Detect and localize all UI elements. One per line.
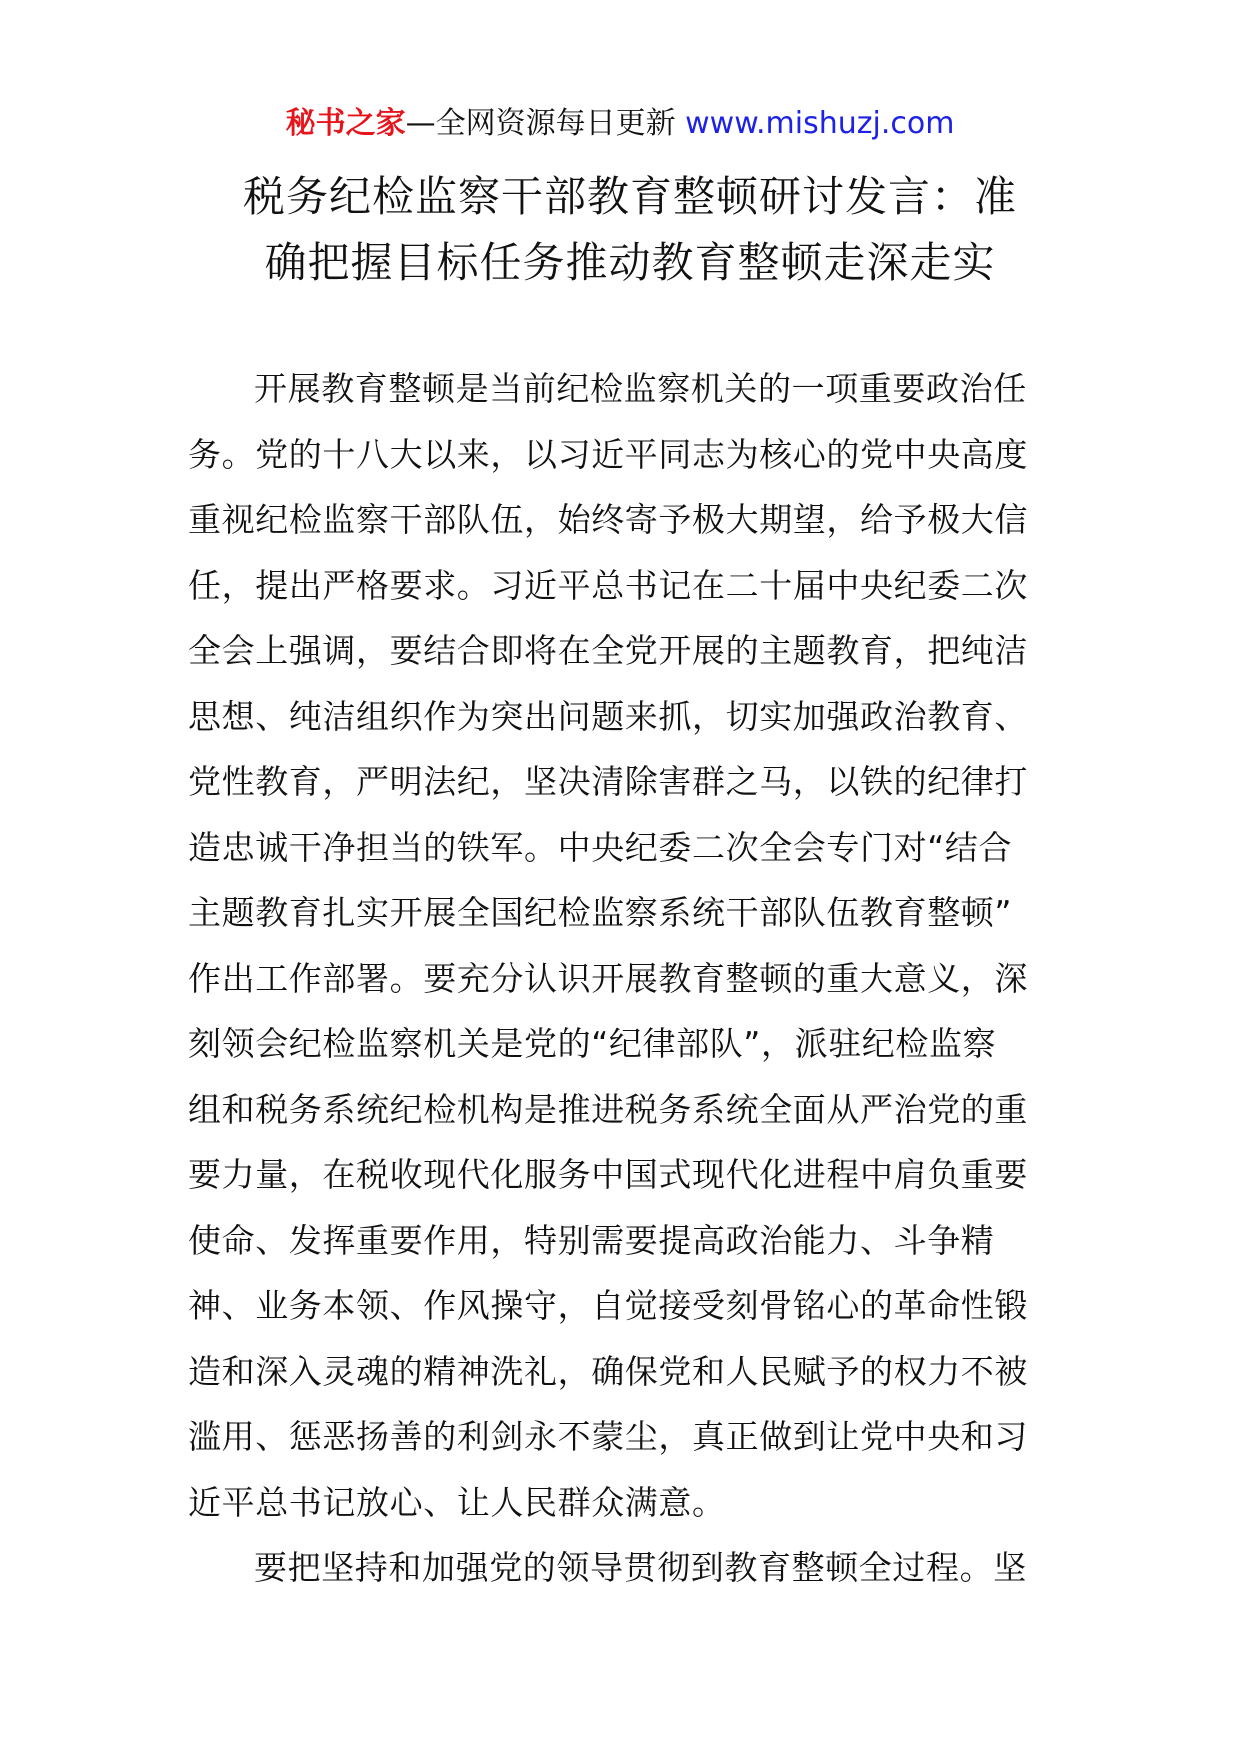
text-line: 要把坚持和加强党的领导贯彻到教育整顿全过程。坚 xyxy=(254,1548,1027,1587)
text-line: 组和税务系统纪检机构是推进税务系统全面从严治党的重 xyxy=(188,1089,1028,1129)
text-line: 党性教育，严明法纪，坚决清除害群之马，以铁的纪律打 xyxy=(188,762,1028,801)
text-line: 任，提出严格要求。习近平总书记在二十届中央纪委二次 xyxy=(188,565,1028,605)
brand-name: 秘书之家 xyxy=(285,106,406,141)
text-line: 务。党的十八大以来，以习近平同志为核心的党中央高度 xyxy=(188,434,1028,474)
title-line-2: 确把握目标任务推动教育整顿走深走实 xyxy=(264,238,996,287)
text-line: 造忠诚干净担当的铁军。中央纪委二次全会专门对“结合 xyxy=(188,827,1013,867)
text-line: 近平总书记放心、让人民群众满意。 xyxy=(188,1482,726,1522)
text-line: 滥用、惩恶扬善的利剑永不蒙尘，真正做到让党中央和习 xyxy=(188,1417,1028,1456)
document-title xyxy=(190,164,1070,296)
text-line: 主题教育扎实开展全国纪检监察系统干部队伍教育整顿” xyxy=(188,893,1013,932)
text-line: 神、业务本领、作风操守，自觉接受刻骨铭心的革命性锻 xyxy=(188,1286,1028,1325)
text-line: 刻领会纪检监察机关是党的“纪律部队”，派驻纪检监察 xyxy=(188,1024,997,1063)
document-body xyxy=(188,356,1056,1601)
site-header xyxy=(0,102,1240,146)
site-url-link[interactable]: www.mishuzj.com xyxy=(685,106,955,141)
paragraph-1 xyxy=(188,356,1056,1535)
text-line: 重视纪检监察干部队伍，始终寄予极大期望，给予极大信 xyxy=(188,500,1028,539)
text-line: 使命、发挥重要作用，特别需要提高政治能力、斗争精 xyxy=(188,1220,995,1260)
text-line: 思想、纯洁组织作为突出问题来抓，切实加强政治教育、 xyxy=(188,696,1028,736)
title-line-1: 税务纪检监察干部教育整顿研讨发言：准 xyxy=(242,172,1017,221)
text-line: 作出工作部署。要充分认识开展教育整顿的重大意义，深 xyxy=(188,958,1028,998)
text-line: 要力量，在税收现代化服务中国式现代化进程中肩负重要 xyxy=(188,1155,1028,1194)
text-line: 开展教育整顿是当前纪检监察机关的一项重要政治任 xyxy=(254,369,1027,408)
header-tagline: —全网资源每日更新 xyxy=(405,106,676,141)
paragraph-2 xyxy=(188,1535,1056,1601)
text-line: 全会上强调，要结合即将在全党开展的主题教育，把纯洁 xyxy=(188,631,1028,670)
text-line: 造和深入灵魂的精神洗礼，确保党和人民赋予的权力不被 xyxy=(188,1351,1028,1391)
